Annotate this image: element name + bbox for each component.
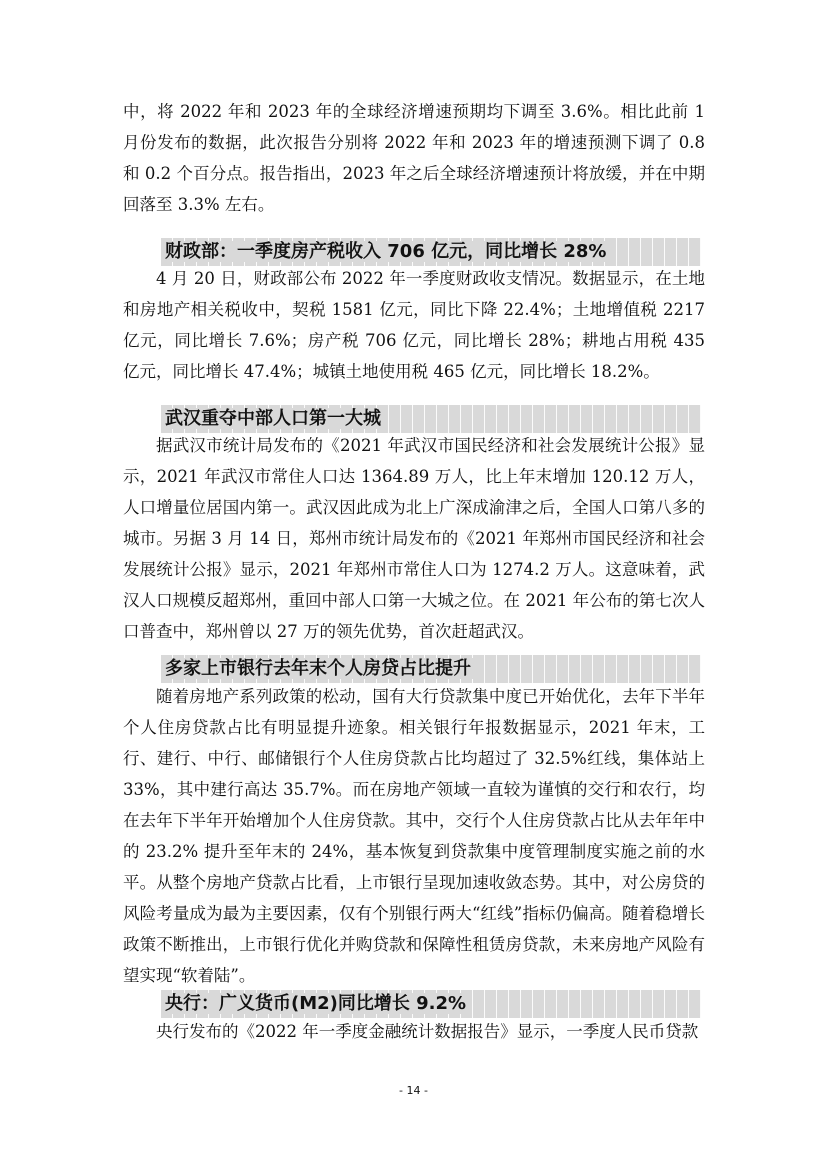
intro-section (123, 96, 705, 220)
banks-section (123, 681, 705, 991)
finance-section (123, 263, 705, 387)
banks-heading (161, 655, 701, 683)
pboc-section (123, 1016, 705, 1047)
pboc-heading-text: 央行：广义货币(M2)同比增长 9.2% (165, 993, 467, 1014)
page-number: - 14 - (399, 1084, 428, 1097)
pboc-heading (161, 990, 701, 1018)
banks-paragraph: 随着房地产系列政策的松动，国有大行贷款集中度已开始优化，去年下半年个人住房贷款占比有明显提升迹象。相关银行年报数据显示，2021 年末，工行、建行、中行、邮储银行个人住房贷款占比均超过了 32.5%红线，集体站上 33%，其中建行高达 35.7%。而在房地产领域一直较为谨慎的交行和农行，均在去年下半年开始增加个人住房贷款。其中，交行个人住房贷款占比从去年年中的 23.2% 提升至年末的 24%，基本恢复到贷款集中度管理制度实施之前的水平。从整个房地产贷款占比看，上市银行呈现加速收敛态势。其中，对公房贷的风险考量成为最为主要因素，仅有个别银行两大“红线”指标仍偏高。随着稳增长政策不断推出，上市银行优化并购贷款和保障性租赁房贷款，未来房地产风险有望实现“软着陆”。 (123, 687, 705, 985)
finance-heading-text: 财政部：一季度房产税收入 706 亿元，同比增长 28% (165, 241, 607, 262)
banks-heading-text: 多家上市银行去年末个人房贷占比提升 (165, 658, 471, 679)
wuhan-heading-text: 武汉重夺中部人口第一大城 (165, 408, 381, 429)
wuhan-section (123, 430, 705, 647)
wuhan-heading (161, 405, 701, 433)
wuhan-paragraph: 据武汉市统计局发布的《2021 年武汉市国民经济和社会发展统计公报》显示，2021 年武汉市常住人口达 1364.89 万人，比上年末增加 120.12 万人，人口增量位居国内第一。武汉因此成为北上广深成渝津之后，全国人口第八多的城市。另据 3 月 14 日，郑州市统计局发布的《2021 年郑州市国民经济和社会发展统计公报》显示，2021 年郑州市常住人口为 1274.2 万人。这意味着，武汉人口规模反超郑州，重回中部人口第一大城之位。在 2021 年公布的第七次人口普查中，郑州曾以 27 万的领先优势，首次赶超武汉。 (123, 436, 705, 641)
finance-heading (161, 238, 701, 266)
pboc-paragraph: 央行发布的《2022 年一季度金融统计数据报告》显示，一季度人民币贷款 (156, 1022, 699, 1041)
intro-paragraph: 中，将 2022 年和 2023 年的全球经济增速预期均下调至 3.6%。相比此前 1 月份发布的数据，此次报告分别将 2022 年和 2023 年的增速预测下调了 0.8 和 0.2 个百分点。报告指出，2023 年之后全球经济增速预计将放缓，并在中期回落至 3.3% 左右。 (123, 102, 705, 214)
finance-paragraph: 4 月 20 日，财政部公布 2022 年一季度财政收支情况。数据显示，在土地和房地产相关税收中，契税 1581 亿元，同比下降 22.4%；土地增值税 2217 亿元，同比增长 7.6%；房产税 706 亿元，同比增长 28%；耕地占用税 435 亿元，同比增长 47.4%；城镇土地使用税 465 亿元，同比增长 18.2%。 (123, 269, 705, 381)
